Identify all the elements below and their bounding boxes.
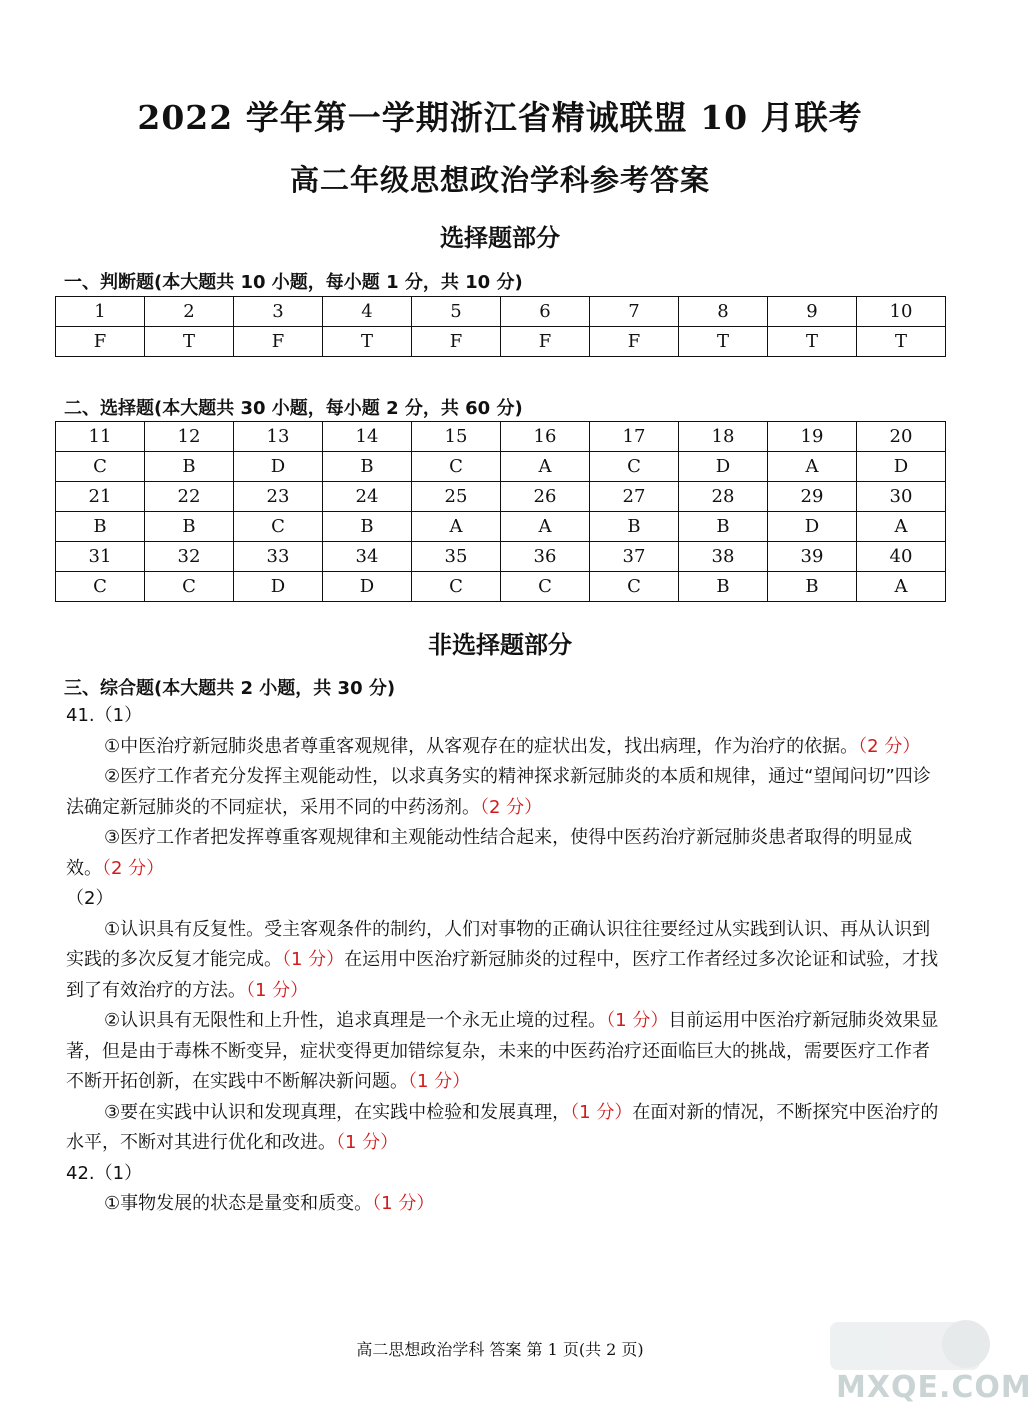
answer-text: ①事物发展的状态是量变和质变。 [104,1193,373,1214]
question-number-cell: 3 [234,297,323,327]
score-note: （1 分） [408,1071,471,1092]
question-number-cell: 4 [323,297,412,327]
answer-cell: C [234,512,323,542]
answer-cell: B [145,452,234,482]
question-number-cell: 30 [857,482,946,512]
answer-text: ③要在实践中认识和发现真理，在实践中检验和发展真理， [104,1101,571,1123]
part2-row [56,482,946,512]
answer-paragraph [66,701,946,732]
question-number-cell: 10 [857,297,946,327]
answer-cell: C [56,452,145,482]
answer-cell: C [590,572,679,602]
answer-cell: C [590,452,679,482]
section-heading-choice: 选择题部分 [440,223,560,252]
part2-answer-table [55,421,946,602]
score-note: （1 分） [372,1193,435,1214]
document-title: 2022 学年第一学期浙江省精诚联盟 10 月联考 [137,98,863,137]
part1-answer-table [55,296,946,357]
question-number-cell: 18 [679,422,768,452]
question-number-cell: 36 [501,542,590,572]
question-number-cell: 35 [412,542,501,572]
section-heading-nonchoice: 非选择题部分 [428,630,572,659]
answer-cell: C [412,572,501,602]
question-number-cell: 20 [857,422,946,452]
answer-cell: D [234,572,323,602]
answer-cell: C [501,572,590,602]
answer-paragraph [66,732,946,763]
answer-cell: D [768,512,857,542]
answer-cell: F [590,327,679,357]
answer-paragraph [66,915,946,1007]
answer-paragraph [66,1189,946,1220]
answer-text: ②认识具有无限性和上升性，追求真理是一个永无止境的过程。 [104,1010,607,1031]
part1-heading: 一、判断题(本大题共 10 小题，每小题 1 分，共 10 分) [64,272,523,293]
answer-cell: F [56,327,145,357]
answer-text: 目前运用中医治疗新冠肺炎效果显著，但是由于毒株不断变异，症状变得更加错综复杂，未来的中医药治疗还面临巨大的挑战，需要医疗工作者不断开拓创新，在实践中不断解决新问题。 [66,1010,939,1092]
question-number-cell: 39 [768,542,857,572]
question-number-cell: 8 [679,297,768,327]
question-number-cell: 7 [590,297,679,327]
answer-cell: B [323,512,412,542]
question-number-cell: 12 [145,422,234,452]
question-number-cell: 6 [501,297,590,327]
answer-cell: T [768,327,857,357]
answer-text: ①中医治疗新冠肺炎患者尊重客观规律，从客观存在的症状出发，找出病理，作为治疗的依据。 [104,735,859,757]
score-note: （1 分） [246,979,309,1001]
question-number-cell: 25 [412,482,501,512]
score-note: （2 分） [858,735,921,757]
question-number-cell: 2 [145,297,234,327]
answer-cell: B [679,572,768,602]
answer-cell: A [501,512,590,542]
question-number-cell: 15 [412,422,501,452]
answer-cell: T [145,327,234,357]
watermark-text: MXQE.COM [836,1370,1032,1405]
answer-text: ①认识具有反复性。受主客观条件的制约，人们对事物的正确认识往往要经过从实践到认识、再从认识到实践的多次反复才能完成。 [66,918,931,970]
part1-row [56,297,946,327]
answer-paragraph [66,1006,946,1098]
answer-cell: F [234,327,323,357]
answer-body [66,701,946,1220]
question-number-cell: 38 [679,542,768,572]
question-number-cell: 9 [768,297,857,327]
answer-cell: T [679,327,768,357]
part2-heading: 二、选择题(本大题共 30 小题，每小题 2 分，共 60 分) [64,398,523,419]
answer-text: （2） [66,888,114,909]
part2-row [56,512,946,542]
answer-cell: B [145,512,234,542]
answer-cell: C [412,452,501,482]
answer-text: 42.（1） [66,1162,143,1184]
part2-row [56,572,946,602]
answer-paragraph [66,1159,946,1190]
score-note: （1 分） [606,1010,669,1031]
part3-heading: 三、综合题(本大题共 2 小题，共 30 分) [64,678,396,699]
score-note: （2 分） [102,857,165,879]
answer-text: ③医疗工作者把发挥尊重客观规律和主观能动性结合起来，使得中医药治疗新冠肺炎患者取得的明显成效。 [66,827,913,879]
answer-cell: D [679,452,768,482]
answer-cell: A [857,572,946,602]
answer-cell: B [56,512,145,542]
question-number-cell: 23 [234,482,323,512]
answer-cell: A [768,452,857,482]
question-number-cell: 16 [501,422,590,452]
question-number-cell: 29 [768,482,857,512]
question-number-cell: 34 [323,542,412,572]
part2-row [56,542,946,572]
answer-cell: F [501,327,590,357]
question-number-cell: 14 [323,422,412,452]
answer-paragraph [66,1098,946,1159]
answer-cell: T [857,327,946,357]
question-number-cell: 1 [56,297,145,327]
answer-paragraph [66,884,946,915]
question-number-cell: 27 [590,482,679,512]
answer-cell: B [679,512,768,542]
answer-cell: A [412,512,501,542]
part1-row [56,327,946,357]
question-number-cell: 40 [857,542,946,572]
part2-row [56,422,946,452]
question-number-cell: 5 [412,297,501,327]
answer-text: 在面对新的情况，不断探究中医治疗的水平，不断对其进行优化和改进。 [66,1101,939,1153]
answer-cell: D [234,452,323,482]
question-number-cell: 32 [145,542,234,572]
question-number-cell: 22 [145,482,234,512]
answer-cell: B [768,572,857,602]
question-number-cell: 24 [323,482,412,512]
document-subtitle: 高二年级思想政治学科参考答案 [289,163,710,197]
question-number-cell: 19 [768,422,857,452]
score-note: （1 分） [336,1132,399,1153]
question-number-cell: 37 [590,542,679,572]
answer-cell: F [412,327,501,357]
answer-cell: C [145,572,234,602]
answer-cell: A [857,512,946,542]
answer-cell: B [590,512,679,542]
question-number-cell: 26 [501,482,590,512]
score-note: （1 分） [282,949,345,970]
answer-text: 41.（1） [66,705,143,726]
answer-paragraph [66,762,946,823]
answer-cell: B [323,452,412,482]
part2-row [56,452,946,482]
answer-cell: A [501,452,590,482]
question-number-cell: 13 [234,422,323,452]
answer-text: ②医疗工作者充分发挥主观能动性，以求真务实的精神探求新冠肺炎的本质和规律，通过“望闻问切”四诊法确定新冠肺炎的不同症状，采用不同的中药汤剂。 [66,766,931,818]
answer-text: 在运用中医治疗新冠肺炎的过程中，医疗工作者经过多次论证和试验，才找到了有效治疗的方法。 [66,949,939,1001]
question-number-cell: 11 [56,422,145,452]
answer-cell: D [323,572,412,602]
answer-cell: C [56,572,145,602]
answer-paragraph [66,823,946,884]
score-note: （2 分） [480,796,543,818]
question-number-cell: 31 [56,542,145,572]
question-number-cell: 17 [590,422,679,452]
question-number-cell: 21 [56,482,145,512]
answer-cell: T [323,327,412,357]
page-footer: 高二思想政治学科 答案 第 1 页(共 2 页) [356,1340,644,1359]
score-note: （1 分） [570,1101,633,1123]
question-number-cell: 33 [234,542,323,572]
answer-cell: D [857,452,946,482]
question-number-cell: 28 [679,482,768,512]
